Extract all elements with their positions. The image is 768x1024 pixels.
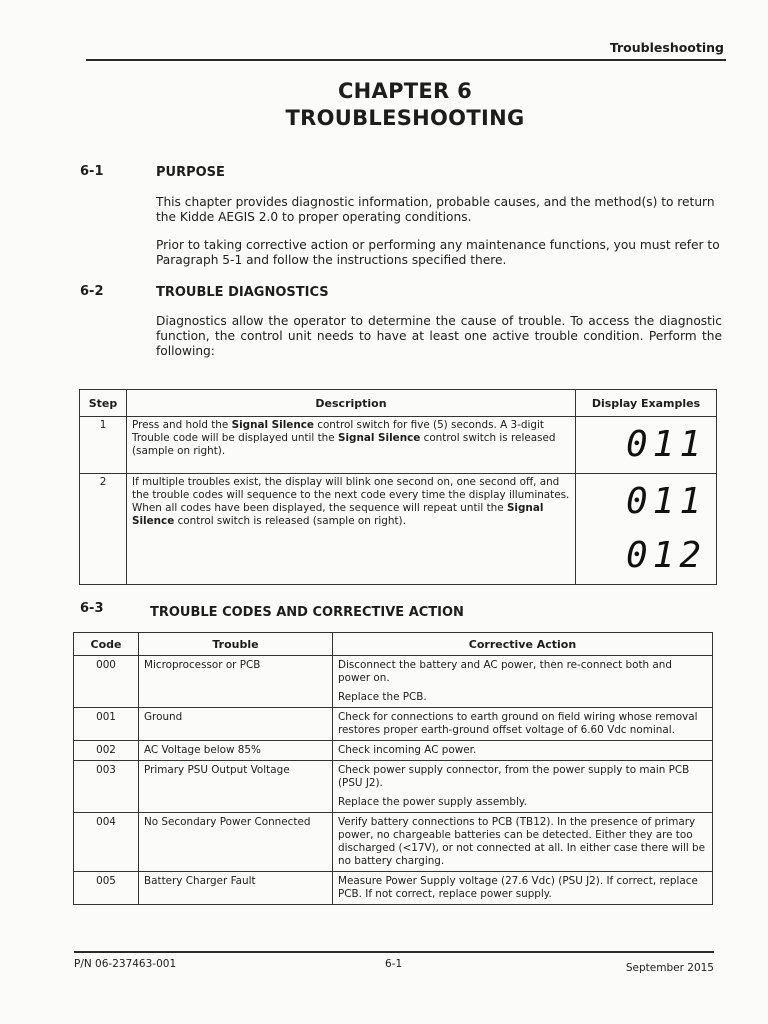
table-row [74,708,713,741]
display-example-cell [576,417,717,474]
step-number: 1 [80,417,127,474]
section-number-6-2: 6-2 [80,284,104,299]
table-header-row [80,390,717,417]
chapter-name: TROUBLESHOOTING [285,106,525,130]
trouble-description: Microprocessor or PCB [139,656,333,708]
column-header-trouble: Trouble [139,633,333,656]
diagnostic-steps-table [79,389,717,585]
section-number-6-3: 6-3 [80,601,104,616]
trouble-description: Primary PSU Output Voltage [139,761,333,813]
description-text: control switch is released (sample on right). [132,432,556,457]
trouble-description: AC Voltage below 85% [139,741,333,761]
action-step: Check incoming AC power. [338,744,477,756]
control-name: Signal Silence [337,432,421,444]
trouble-codes-table [73,632,713,905]
action-step: Replace the power supply assembly. [338,796,527,808]
action-step: Replace the PCB. [338,691,427,703]
chapter-title [0,78,768,132]
trouble-code: 003 [74,761,139,813]
seven-segment-display: 011 [625,481,706,522]
table-row [74,813,713,872]
table-row [74,872,713,905]
step-description [127,474,576,585]
column-header-corrective-action: Corrective Action [333,633,713,656]
trouble-code: 000 [74,656,139,708]
description-text: Press and hold the [132,419,232,431]
corrective-action [333,741,713,761]
action-step: Check power supply connector, from the power supply to main PCB (PSU J2). [338,764,690,789]
corrective-action [333,708,713,741]
part-number: P/N 06-237463-001 [74,958,177,970]
trouble-code: 001 [74,708,139,741]
table-row [74,741,713,761]
corrective-action [333,813,713,872]
column-header-description: Description [127,390,576,417]
section-title-trouble-codes: TROUBLE CODES AND CORRECTIVE ACTION [150,605,464,620]
purpose-paragraph-1: This chapter provides diagnostic information, probable causes, and the method(s) to return the Kidde AEGIS 2.0 to proper operating conditions. [156,195,715,224]
trouble-description: Ground [139,708,333,741]
action-step: Measure Power Supply voltage (27.6 Vdc) (PSU J2). If correct, replace PCB. If not correct, replace power supply. [338,875,698,900]
trouble-code: 004 [74,813,139,872]
seven-segment-display: 012 [625,535,706,576]
trouble-code: 005 [74,872,139,905]
footer-rule [74,951,714,953]
purpose-paragraph-2: Prior to taking corrective action or performing any maintenance functions, you must refer to Paragraph 5-1 and follow the instructions specified there. [156,238,720,267]
publication-date: September 2015 [625,962,714,974]
action-step: Check for connections to earth ground on field wiring whose removal restores proper earth-ground offset voltage of 6.60 Vdc nominal. [338,711,698,736]
table-row [80,417,717,474]
column-header-step: Step [80,390,127,417]
description-text: control switch for five (5) seconds. A 3-digit Trouble code will be displayed until the [132,419,544,444]
column-header-code: Code [74,633,139,656]
action-step: Verify battery connections to PCB (TB12). In the presence of primary power, no chargeable batteries can be detected. Either they are too discharged (<17V), or not connected at all. In either case there will be no battery charging. [338,816,706,867]
control-name: Signal Silence [132,502,544,527]
seven-segment-display: 011 [625,424,706,465]
table-row [80,474,717,585]
trouble-code: 002 [74,741,139,761]
control-name: Signal Silence [231,419,314,431]
header-rule [86,59,726,61]
corrective-action [333,872,713,905]
corrective-action [333,761,713,813]
corrective-action [333,656,713,708]
step-description [127,417,576,474]
page-number: 6-1 [385,958,403,970]
section-title-purpose: PURPOSE [156,165,225,180]
table-row [74,761,713,813]
description-text: control switch is released (sample on right). [174,515,406,527]
trouble-description: Battery Charger Fault [139,872,333,905]
trouble-description: No Secondary Power Connected [139,813,333,872]
section-title-trouble-diagnostics: TROUBLE DIAGNOSTICS [156,285,329,300]
step-number: 2 [80,474,127,585]
running-head: Troubleshooting [609,40,724,55]
display-example-cell [576,474,717,585]
description-text: If multiple troubles exist, the display will blink one second on, one second off, and the trouble codes will sequence to the next code every time the display illuminates. When all codes have been displayed, the sequence will repeat until the [132,476,570,514]
action-step: Disconnect the battery and AC power, then re-connect both and power on. [338,659,672,684]
column-header-display-examples: Display Examples [576,390,717,417]
chapter-number: CHAPTER 6 [337,79,473,103]
diagnostics-paragraph: Diagnostics allow the operator to determine the cause of trouble. To access the diagnostic function, the control unit needs to have at least one active trouble condition. Perform the following: [156,314,722,358]
table-header-row [74,633,713,656]
section-number-6-1: 6-1 [80,164,104,179]
table-row [74,656,713,708]
